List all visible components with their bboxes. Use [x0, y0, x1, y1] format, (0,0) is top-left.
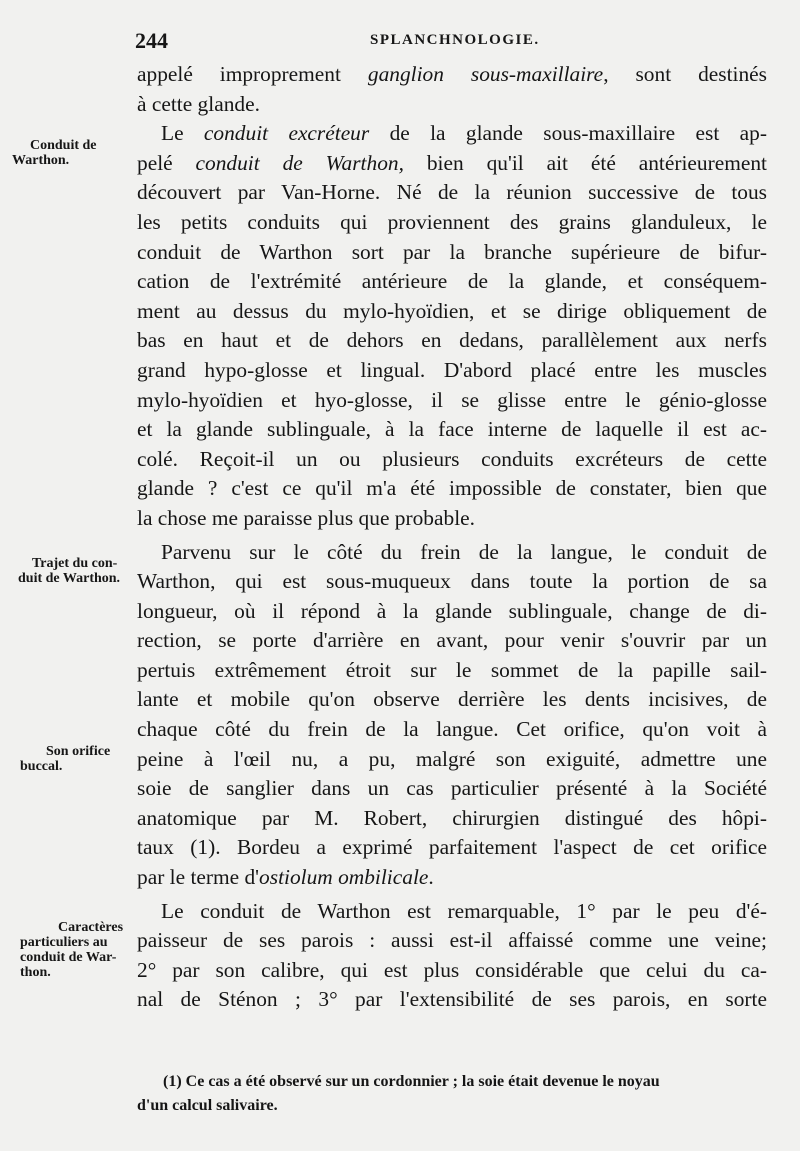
text-line: chaque côté du frein de la langue. Cet orifice, qu'on voit à	[137, 717, 767, 742]
text-line: glande ? c'est ce qu'il m'a été impossible de constater, bien que	[137, 476, 767, 501]
text-run: par le terme d'	[137, 865, 260, 890]
paragraph	[137, 60, 767, 119]
sidenote-line: Conduit de	[30, 138, 97, 153]
text-line: la chose me paraisse plus que probable.	[137, 505, 475, 530]
text-line: peine à l'œil nu, a pu, malgré son exiguité, admettre une	[137, 746, 767, 771]
text-line	[137, 119, 767, 149]
sidenote-line: particuliers au	[20, 935, 108, 950]
text-line: nal de Sténon ; 3° par l'extensibilité de ses parois, en sorte	[137, 987, 767, 1012]
text-line: découvert par Van-Horne. Né de la réunion successive de tous	[137, 180, 767, 205]
text-run: Le	[161, 121, 204, 146]
sidenote-line: thon.	[20, 965, 51, 980]
footnote-line: d'un calcul salivaire.	[137, 1097, 278, 1114]
italic-run: conduit de Warthon,	[195, 150, 404, 175]
text-line	[137, 149, 767, 179]
body-text	[137, 60, 767, 1015]
text-line: Le conduit de Warthon est remarquable, 1° par le peu d'é-	[161, 898, 767, 923]
text-line: bas en haut et de dehors en dedans, parallèlement aux nerfs	[137, 328, 767, 353]
paragraph	[137, 119, 767, 533]
text-line: anatomique par M. Robert, chirurgien distingué des hôpi-	[137, 805, 767, 830]
text-line: soie de sanglier dans un cas particulier présenté à la Société	[137, 776, 767, 801]
text-line: Parvenu sur le côté du frein de la langue, le conduit de	[161, 539, 767, 564]
text-run: bien qu'il ait été antérieurement	[403, 150, 767, 175]
sidenote-conduit-de-warthon	[10, 138, 136, 168]
text-line: les petits conduits qui proviennent des grains glanduleux, le	[137, 209, 767, 234]
page-number: 244	[135, 28, 168, 53]
text-line: mylo-hyoïdien et hyo-glosse, il se glisse entre le génio-glosse	[137, 387, 767, 412]
text-run: pelé	[137, 150, 196, 175]
text-line: taux (1). Bordeu a exprimé parfaitement l'aspect de cet orifice	[137, 835, 767, 860]
text-line: colé. Reçoit-il un ou plusieurs conduits excréteurs de cette	[137, 446, 767, 471]
text-line: conduit de Warthon sort par la branche supérieure de bifur-	[137, 239, 767, 264]
footnote-line: (1) Ce cas a été observé sur un cordonnier ; la soie était devenue le noyau	[163, 1073, 660, 1090]
sidenote-line: Caractères	[58, 920, 124, 935]
text-line: Warthon, qui est sous-muqueux dans toute la portion de sa	[137, 569, 767, 594]
paragraph	[137, 538, 767, 893]
sidenote-line: Son orifice	[46, 744, 111, 759]
running-head: SPLANCHNOLOGIE.	[370, 32, 540, 48]
text-line: lante et mobile qu'on observe derrière les dents incisives, de	[137, 687, 767, 712]
sidenote-trajet	[10, 556, 136, 586]
sidenote-son-orifice	[10, 744, 136, 774]
text-line: paisseur de ses parois : aussi est-il affaissé comme une veine;	[137, 928, 767, 953]
text-line: grand hypo-glosse et lingual. D'abord placé entre les muscles	[137, 357, 767, 382]
text-line: rection, se porte d'arrière en avant, pour venir s'ouvrir par un	[137, 628, 767, 653]
text-line: à cette glande.	[137, 91, 260, 116]
text-line	[137, 60, 767, 90]
text-run: de la glande sous-maxillaire est ap-	[369, 121, 767, 146]
sidenote-line: duit de Warthon.	[18, 571, 121, 586]
italic-run: ganglion sous-maxillaire	[367, 62, 604, 86]
paragraph	[137, 897, 767, 1015]
page-header	[0, 28, 800, 58]
text-run: , sont destinés	[603, 62, 767, 86]
sidenote-line: Warthon.	[12, 153, 70, 168]
sidenote-line: conduit de War-	[20, 950, 117, 965]
italic-run: conduit excréteur	[203, 121, 370, 146]
sidenote-line: buccal.	[20, 759, 63, 774]
italic-run: ostiolum ombilicale	[259, 865, 429, 890]
text-line: et la glande sublinguale, à la face interne de laquelle il est ac-	[137, 417, 767, 442]
text-run: .	[428, 865, 434, 890]
text-line: ment au dessus du mylo-hyoïdien, et se dirige obliquement de	[137, 298, 767, 323]
sidenote-line: Trajet du con-	[32, 556, 118, 571]
text-line: cation de l'extrémité antérieure de la glande, et conséquem-	[137, 269, 767, 294]
text-line: 2° par son calibre, qui est plus considérable que celui du ca-	[137, 957, 767, 982]
sidenote-caracteres	[10, 920, 136, 980]
text-line	[137, 863, 767, 893]
text-line: longueur, où il répond à la glande sublinguale, change de di-	[137, 598, 767, 623]
text-run: appelé improprement	[137, 62, 368, 86]
footnote	[137, 1070, 767, 1118]
text-line: pertuis extrêmement étroit sur le sommet de la papille sail-	[137, 657, 767, 682]
